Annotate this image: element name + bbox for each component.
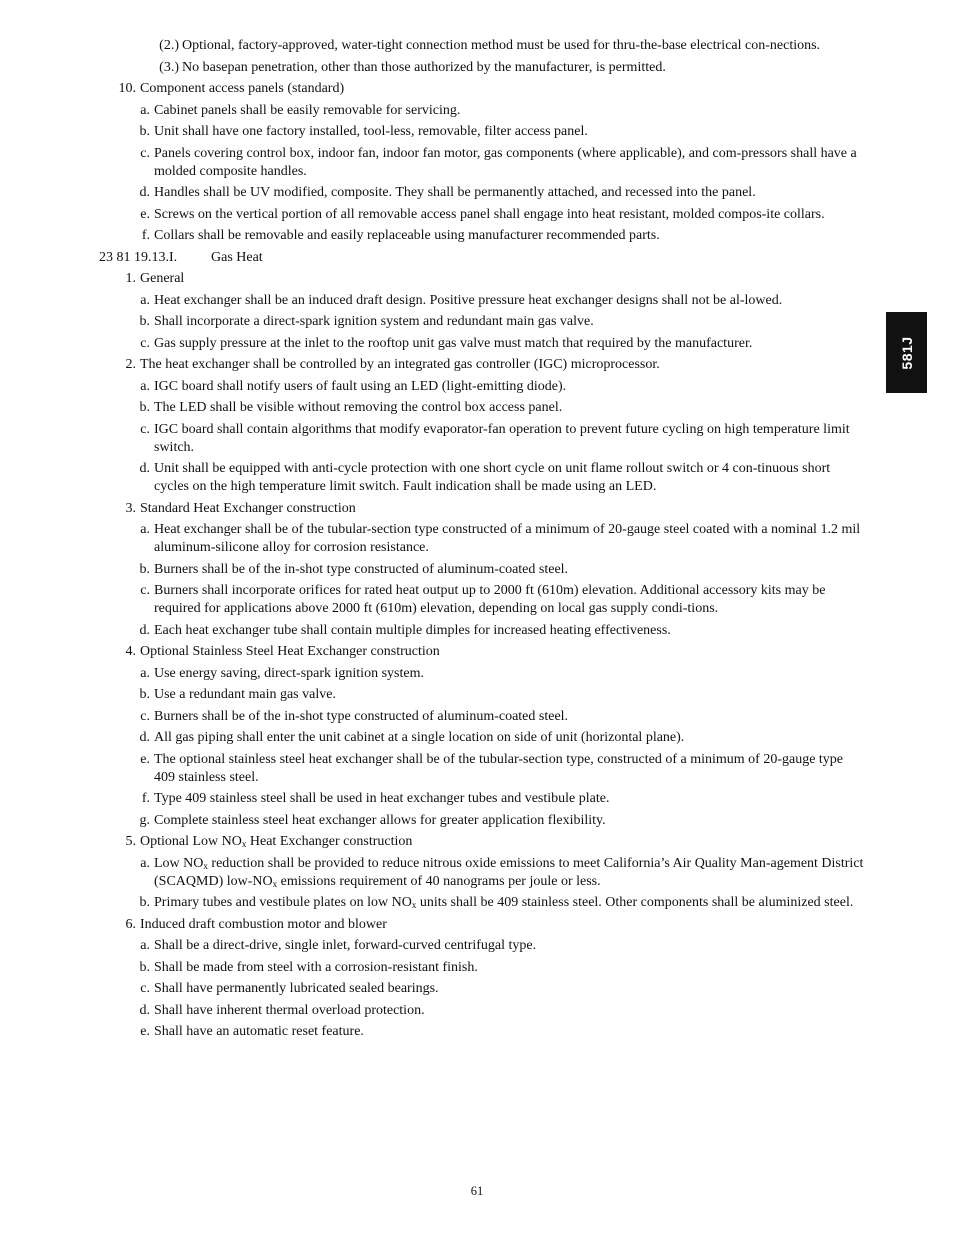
list-item	[0, 833, 954, 851]
list-item	[0, 421, 954, 457]
list-item	[0, 335, 954, 353]
list-item	[0, 521, 954, 557]
list-marker: 10.	[118, 81, 136, 96]
list-marker: a.	[140, 292, 150, 308]
list-item-text: All gas piping shall enter the unit cabinet at a single location on side of unit (horizontal plane).	[154, 730, 685, 745]
list-item	[0, 184, 954, 202]
list-marker: e.	[140, 206, 150, 222]
list-item-text: Shall be made from steel with a corrosion-resistant finish.	[154, 959, 478, 975]
list-item-text: Burners shall be of the in-shot type constructed of aluminum-coated steel.	[154, 708, 569, 724]
list-item	[0, 751, 954, 787]
list-item-text: Shall have permanently lubricated sealed bearings.	[154, 981, 439, 996]
list-marker: a.	[140, 938, 150, 953]
list-item-text: Gas Heat	[211, 249, 263, 265]
list-marker: b.	[139, 687, 150, 702]
list-item-text: Complete stainless steel heat exchanger allows for greater application flexibility.	[154, 812, 606, 828]
list-item	[0, 460, 954, 496]
list-item-text: Screws on the vertical portion of all removable access panel shall engage into heat resistant, molded compos-ite collars.	[154, 206, 825, 222]
list-marker: b.	[139, 561, 150, 577]
model-side-tab	[886, 312, 927, 393]
list-item-text: Gas supply pressure at the inlet to the rooftop unit gas valve must match that required by the manufacturer.	[154, 335, 753, 351]
list-marker: 1.	[125, 271, 136, 286]
list-item-text: Component access panels (standard)	[140, 81, 345, 96]
list-item-text: Standard Heat Exchanger construction	[140, 500, 356, 516]
list-marker: a.	[140, 522, 150, 537]
list-marker: d.	[139, 622, 150, 638]
list-item-text: Shall incorporate a direct-spark ignition system and redundant main gas valve.	[154, 314, 594, 329]
list-item-text: Shall have an automatic reset feature.	[154, 1024, 364, 1039]
list-item-text: Induced draft combustion motor and blower	[140, 916, 387, 932]
list-marker: c.	[140, 583, 150, 598]
list-item	[0, 959, 954, 977]
list-marker: b.	[139, 400, 150, 415]
list-item	[0, 1002, 954, 1020]
list-item	[0, 622, 954, 640]
list-item	[0, 937, 954, 955]
list-item-text: IGC board shall notify users of fault using an LED (light-emitting diode).	[154, 378, 567, 394]
list-item-text: Heat exchanger shall be an induced draft design. Positive pressure heat exchanger designs shall not be al-lowed.	[154, 292, 783, 308]
list-item-text: Optional, factory-approved, water-tight connection method must be used for thru-the-base electrical con-nections.	[182, 38, 821, 53]
list-item	[0, 916, 954, 934]
list-item	[0, 708, 954, 726]
list-item-text: Use energy saving, direct-spark ignition system.	[154, 665, 424, 681]
list-marker: c.	[140, 981, 150, 996]
model-side-tab-label: 581J	[898, 335, 915, 370]
list-item	[0, 227, 954, 245]
list-item	[0, 292, 954, 310]
list-item	[0, 270, 954, 288]
list-item	[0, 123, 954, 141]
list-marker: b.	[139, 124, 150, 139]
list-item	[0, 643, 954, 661]
list-marker: 23 81 19.13.I.	[99, 249, 178, 265]
list-item-text: Each heat exchanger tube shall contain multiple dimples for increased heating effectiveness.	[154, 622, 671, 638]
list-item-text: Cabinet panels shall be easily removable for servicing.	[154, 102, 461, 118]
list-item	[0, 1023, 954, 1041]
list-marker: b.	[139, 959, 150, 975]
list-marker: c.	[140, 421, 150, 437]
list-item	[0, 206, 954, 224]
list-item	[0, 80, 954, 98]
list-marker: a.	[140, 855, 150, 871]
list-marker: f.	[141, 228, 150, 243]
list-marker: a.	[140, 665, 150, 681]
list-item	[0, 665, 954, 683]
list-item-text: No basepan penetration, other than those authorized by the manufacturer, is permitted.	[182, 59, 666, 75]
list-item-text: The heat exchanger shall be controlled by an integrated gas controller (IGC) microprocessor.	[140, 357, 660, 372]
list-marker: d.	[139, 185, 150, 200]
list-item	[0, 59, 954, 77]
list-item-text: Shall have inherent thermal overload protection.	[154, 1002, 425, 1018]
list-marker: b.	[139, 314, 150, 329]
list-item-text: Collars shall be removable and easily replaceable using manufacturer recommended parts.	[154, 228, 660, 243]
list-item	[0, 37, 954, 55]
list-item	[0, 980, 954, 998]
list-marker: g.	[139, 812, 150, 828]
list-item-text: Unit shall be equipped with anti-cycle protection with one short cycle on unit flame rollout switch or 4 con-tinuous short cycles on the high temperature limit switch. Fault indication shall be made using an LED.	[154, 461, 831, 494]
list-marker: d.	[139, 461, 150, 476]
list-item	[0, 582, 954, 618]
list-marker: 5.	[125, 834, 136, 849]
list-item-text: Burners shall incorporate orifices for rated heat output up to 2000 ft (610m) elevation. Additional accessory kits may be required for applications above 2000 ft (610m) elevation, depending on local gas supply condi-tions.	[154, 583, 826, 616]
list-item	[0, 500, 954, 518]
list-item-text: Unit shall have one factory installed, tool-less, removable, filter access panel.	[154, 124, 588, 139]
list-item-text: Primary tubes and vestibule plates on low $NO_x$ units shall be 409 stainless steel. Other components shall be aluminized steel.	[154, 895, 854, 910]
list-item-text: Use a redundant main gas valve.	[154, 687, 336, 702]
list-item	[0, 729, 954, 747]
list-item	[0, 378, 954, 396]
list-item-text: Heat exchanger shall be of the tubular-section type constructed of a minimum of 20-gauge steel coated with a nominal 1.2 mil aluminum-silicone alloy for corrosion resistance.	[154, 522, 861, 555]
list-marker: b.	[139, 895, 150, 910]
list-item	[0, 145, 954, 181]
list-marker: c.	[140, 335, 150, 351]
list-marker: d.	[139, 1002, 150, 1018]
list-item-text: Optional Stainless Steel Heat Exchanger construction	[140, 644, 440, 659]
list-item	[0, 313, 954, 331]
spec-list	[0, 37, 954, 1041]
list-item-text: Shall be a direct-drive, single inlet, forward-curved centrifugal type.	[154, 938, 537, 953]
list-marker: a.	[140, 378, 150, 394]
list-item-text: Optional Low $NO_x$ Heat Exchanger construction	[140, 834, 413, 849]
page-number: 61	[470, 1184, 484, 1198]
list-item	[0, 812, 954, 830]
list-item-text: IGC board shall contain algorithms that modify evaporator-fan operation to prevent future cycling on high temperature limit switch.	[154, 421, 850, 455]
list-marker: (3.)	[159, 59, 179, 75]
list-item-text: Panels covering control box, indoor fan, indoor fan motor, gas components (where applicable), and com-pressors shall have a molded composite handles.	[154, 145, 857, 179]
list-marker: 4.	[125, 644, 136, 659]
list-item-text: Type 409 stainless steel shall be used in heat exchanger tubes and vestibule plate.	[154, 791, 610, 806]
list-marker: d.	[139, 730, 150, 745]
list-item	[0, 102, 954, 120]
list-marker: 6.	[125, 916, 136, 932]
list-item	[0, 686, 954, 704]
list-item-text: The optional stainless steel heat exchanger shall be of the tubular-section type, constructed of a minimum of 20-gauge type 409 stainless steel.	[154, 751, 844, 785]
list-marker: e.	[140, 1024, 150, 1039]
list-item-text: General	[140, 271, 185, 286]
list-marker: c.	[140, 145, 150, 161]
list-item-text: Low $NO_x$ reduction shall be provided to reduce nitrous oxide emissions to meet California’s Air Quality Man-agement District (SCAQMD) low-$NO_x$ emissions requirement of 40 nanograms per joule or less.	[154, 855, 864, 889]
section-heading	[0, 249, 954, 267]
list-item	[0, 894, 954, 912]
list-item	[0, 855, 954, 891]
list-item	[0, 790, 954, 808]
list-marker: 2.	[125, 357, 136, 372]
list-item	[0, 399, 954, 417]
list-marker: (2.)	[159, 38, 179, 53]
list-item-text: Burners shall be of the in-shot type constructed of aluminum-coated steel.	[154, 561, 569, 577]
list-marker: 3.	[125, 500, 136, 516]
list-marker: e.	[140, 751, 150, 767]
list-item-text: Handles shall be UV modified, composite. They shall be permanently attached, and recessed into the panel.	[154, 185, 756, 200]
list-item	[0, 356, 954, 374]
list-item	[0, 561, 954, 579]
list-marker: a.	[140, 102, 150, 118]
list-item-text: The LED shall be visible without removing the control box access panel.	[154, 400, 563, 415]
list-marker: f.	[141, 791, 150, 806]
list-marker: c.	[140, 708, 150, 724]
